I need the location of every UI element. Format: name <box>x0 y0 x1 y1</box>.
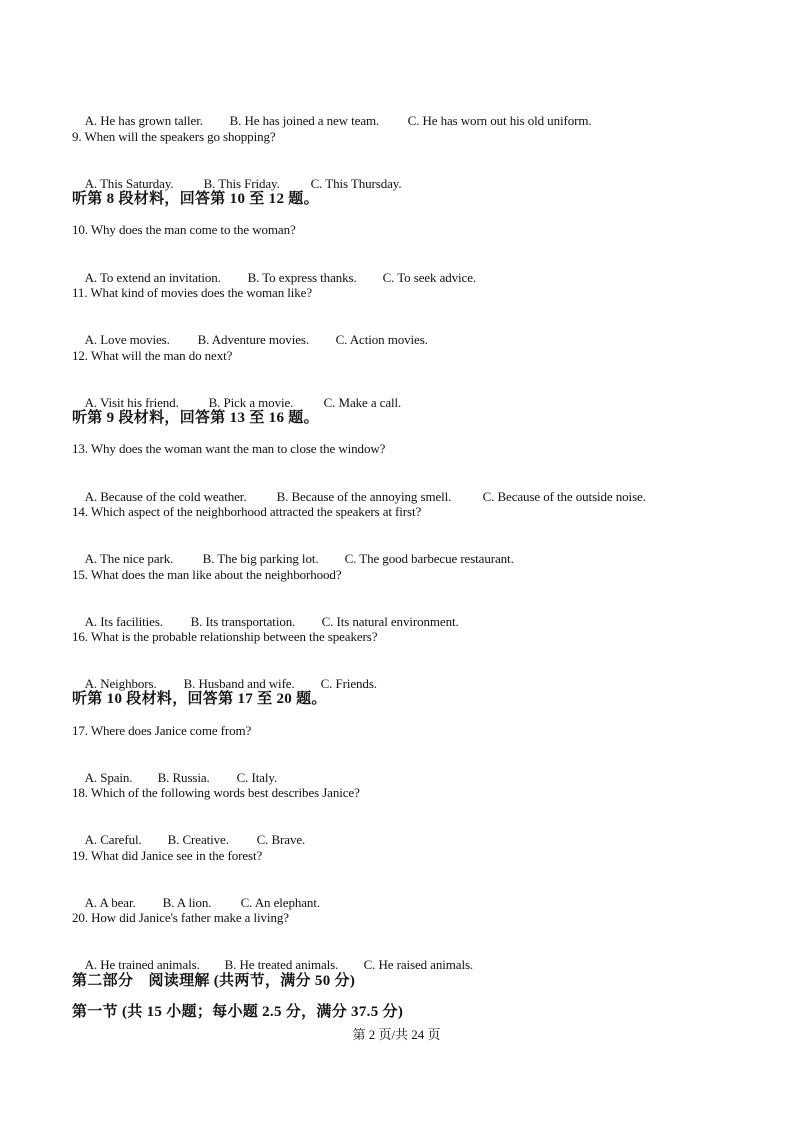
part-two-heading: 第二部分 阅读理解 (共两节，满分 50 分) <box>72 973 356 989</box>
question-17: 17. Where does Janice come from? <box>72 723 252 738</box>
question-14: 14. Which aspect of the neighborhood attracted the speakers at first? <box>72 504 422 519</box>
option-a: A. Careful. <box>84 832 142 847</box>
option-a: A. Neighbors. <box>84 676 157 691</box>
option-a: A. Visit his friend. <box>84 395 179 410</box>
page-footer: 第 2 页/共 24 页 <box>352 1027 441 1042</box>
option-c: C. He has worn out his old uniform. <box>407 113 592 128</box>
option-c: C. The good barbecue restaurant. <box>344 551 514 566</box>
option-a: A. A bear. <box>84 895 136 910</box>
question-10: 10. Why does the man come to the woman? <box>72 222 296 237</box>
option-c: C. Its natural environment. <box>321 614 459 629</box>
option-b: B. The big parking lot. <box>202 551 319 566</box>
option-b: B. This Friday. <box>203 176 280 191</box>
option-c: C. Friends. <box>320 676 377 691</box>
option-a: A. Because of the cold weather. <box>84 489 247 504</box>
option-a: A. To extend an invitation. <box>84 270 221 285</box>
option-b: B. Russia. <box>157 770 210 785</box>
option-a: A. He trained animals. <box>84 957 200 972</box>
option-c: C. Italy. <box>236 770 278 785</box>
question-9: 9. When will the speakers go shopping? <box>72 129 276 144</box>
option-a: A. Spain. <box>84 770 133 785</box>
option-a: A. Its facilities. <box>84 614 163 629</box>
section-heading-8: 听第 8 段材料，回答第 10 至 12 题。 <box>72 191 319 207</box>
question-19: 19. What did Janice see in the forest? <box>72 848 263 863</box>
section-one-heading: 第一节 (共 15 小题；每小题 2.5 分，满分 37.5 分) <box>72 1004 404 1020</box>
option-a: A. Love movies. <box>84 332 170 347</box>
option-c: C. Make a call. <box>323 395 402 410</box>
option-b: B. He treated animals. <box>224 957 339 972</box>
question-20: 20. How did Janice's father make a living? <box>72 910 289 925</box>
option-c: C. Action movies. <box>335 332 428 347</box>
question-15: 15. What does the man like about the neighborhood? <box>72 567 342 582</box>
option-c: C. An elephant. <box>240 895 320 910</box>
option-c: C. Because of the outside noise. <box>482 489 646 504</box>
option-b: B. Husband and wife. <box>183 676 295 691</box>
option-b: B. Its transportation. <box>190 614 296 629</box>
question-11: 11. What kind of movies does the woman like? <box>72 285 313 300</box>
option-c: C. He raised animals. <box>363 957 474 972</box>
option-a: A. This Saturday. <box>84 176 174 191</box>
option-b: B. Adventure movies. <box>197 332 309 347</box>
question-16: 16. What is the probable relationship between the speakers? <box>72 629 378 644</box>
section-heading-10: 听第 10 段材料，回答第 17 至 20 题。 <box>72 691 327 707</box>
question-18: 18. Which of the following words best describes Janice? <box>72 785 360 800</box>
option-b: B. Pick a movie. <box>208 395 294 410</box>
option-c: C. This Thursday. <box>310 176 402 191</box>
option-b: B. Creative. <box>167 832 229 847</box>
option-c: C. To seek advice. <box>382 270 477 285</box>
section-heading-9: 听第 9 段材料，回答第 13 至 16 题。 <box>72 410 319 426</box>
question-13: 13. Why does the woman want the man to close the window? <box>72 441 386 456</box>
option-b: B. A lion. <box>162 895 212 910</box>
question-12: 12. What will the man do next? <box>72 348 233 363</box>
option-a: A. The nice park. <box>84 551 174 566</box>
option-c: C. Brave. <box>256 832 306 847</box>
option-b: B. He has joined a new team. <box>229 113 380 128</box>
option-a: A. He has grown taller. <box>84 113 203 128</box>
option-b: B. To express thanks. <box>247 270 357 285</box>
option-b: B. Because of the annoying smell. <box>276 489 452 504</box>
